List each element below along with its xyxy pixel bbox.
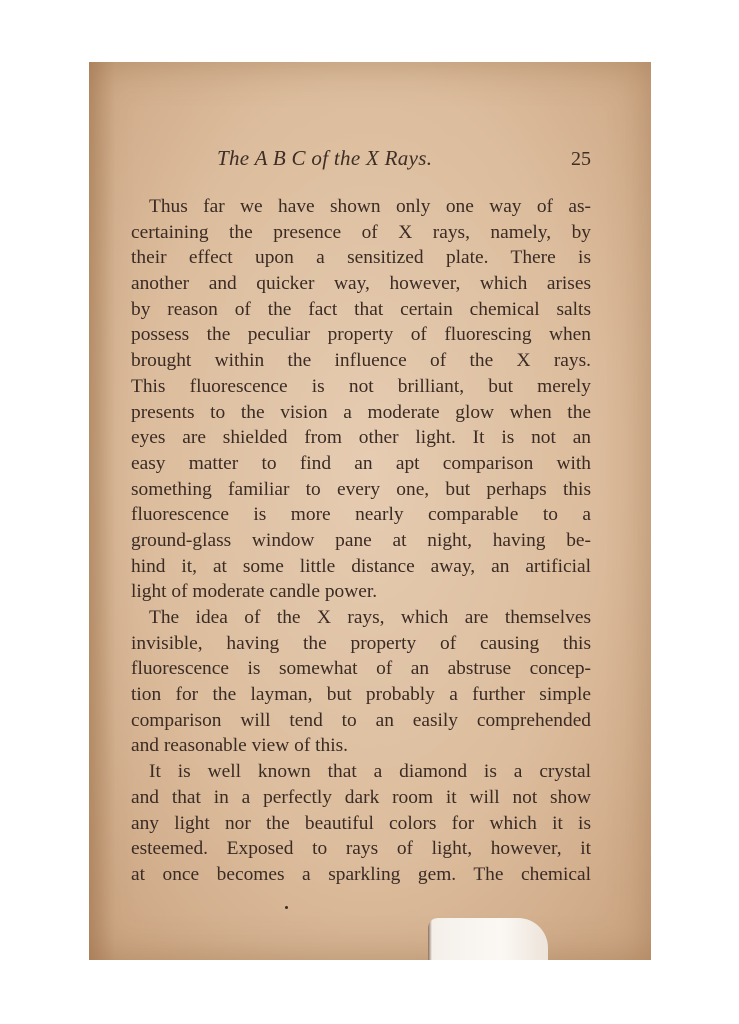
text-line: hind it, at some little distance away, an artificial — [131, 555, 591, 577]
text-line: This fluorescence is not brilliant, but merely — [131, 375, 591, 397]
text-line: something familiar to every one, but perhaps this — [131, 478, 591, 500]
ink-speck — [285, 906, 288, 909]
running-title: The A B C of the X Rays. — [217, 146, 433, 170]
text-line: another and quicker way, however, which arises — [131, 273, 591, 295]
page-header — [131, 146, 591, 176]
text-line: ground-glass window pane at night, having be- — [131, 529, 591, 551]
text-line: by reason of the fact that certain chemical salts — [131, 298, 591, 320]
text-line: It is well known that a diamond is a crystal — [149, 761, 591, 783]
text-line: brought within the influence of the X rays. — [131, 350, 591, 372]
text-line: The idea of the X rays, which are themselves — [149, 607, 591, 628]
text-line: at once becomes a sparkling gem. The chemical — [131, 863, 591, 885]
text-line: any light nor the beautiful colors for which it is — [131, 812, 591, 834]
scanner-finger — [428, 918, 548, 960]
text-line: and that in a perfectly dark room it will not show — [131, 786, 591, 808]
text-line: fluorescence is more nearly comparable to a — [131, 504, 591, 526]
text-line: easy matter to find an apt comparison with — [131, 452, 591, 474]
text-line: possess the peculiar property of fluorescing when — [131, 324, 591, 346]
text-line: eyes are shielded from other light. It is not an — [131, 427, 591, 449]
text-line: light of moderate candle power. — [131, 581, 378, 603]
text-line: certaining the presence of X rays, namely, by — [131, 221, 591, 243]
text-line: Thus far we have shown only one way of as- — [149, 196, 591, 217]
text-line: their effect upon a sensitized plate. There is — [131, 247, 591, 269]
text-line: fluorescence is somewhat of an abstruse concep- — [131, 658, 591, 680]
text-line: esteemed. Exposed to rays of light, however, it — [131, 838, 591, 860]
text-line: tion for the layman, but probably a further simple — [131, 684, 591, 706]
text-line: presents to the vision a moderate glow when the — [131, 401, 591, 423]
page-number: 25 — [571, 148, 591, 170]
body-text — [131, 194, 591, 888]
text-line: and reasonable view of this. — [131, 735, 348, 757]
text-line: invisible, having the property of causing this — [131, 632, 591, 654]
text-line: comparison will tend to an easily comprehended — [131, 709, 591, 731]
